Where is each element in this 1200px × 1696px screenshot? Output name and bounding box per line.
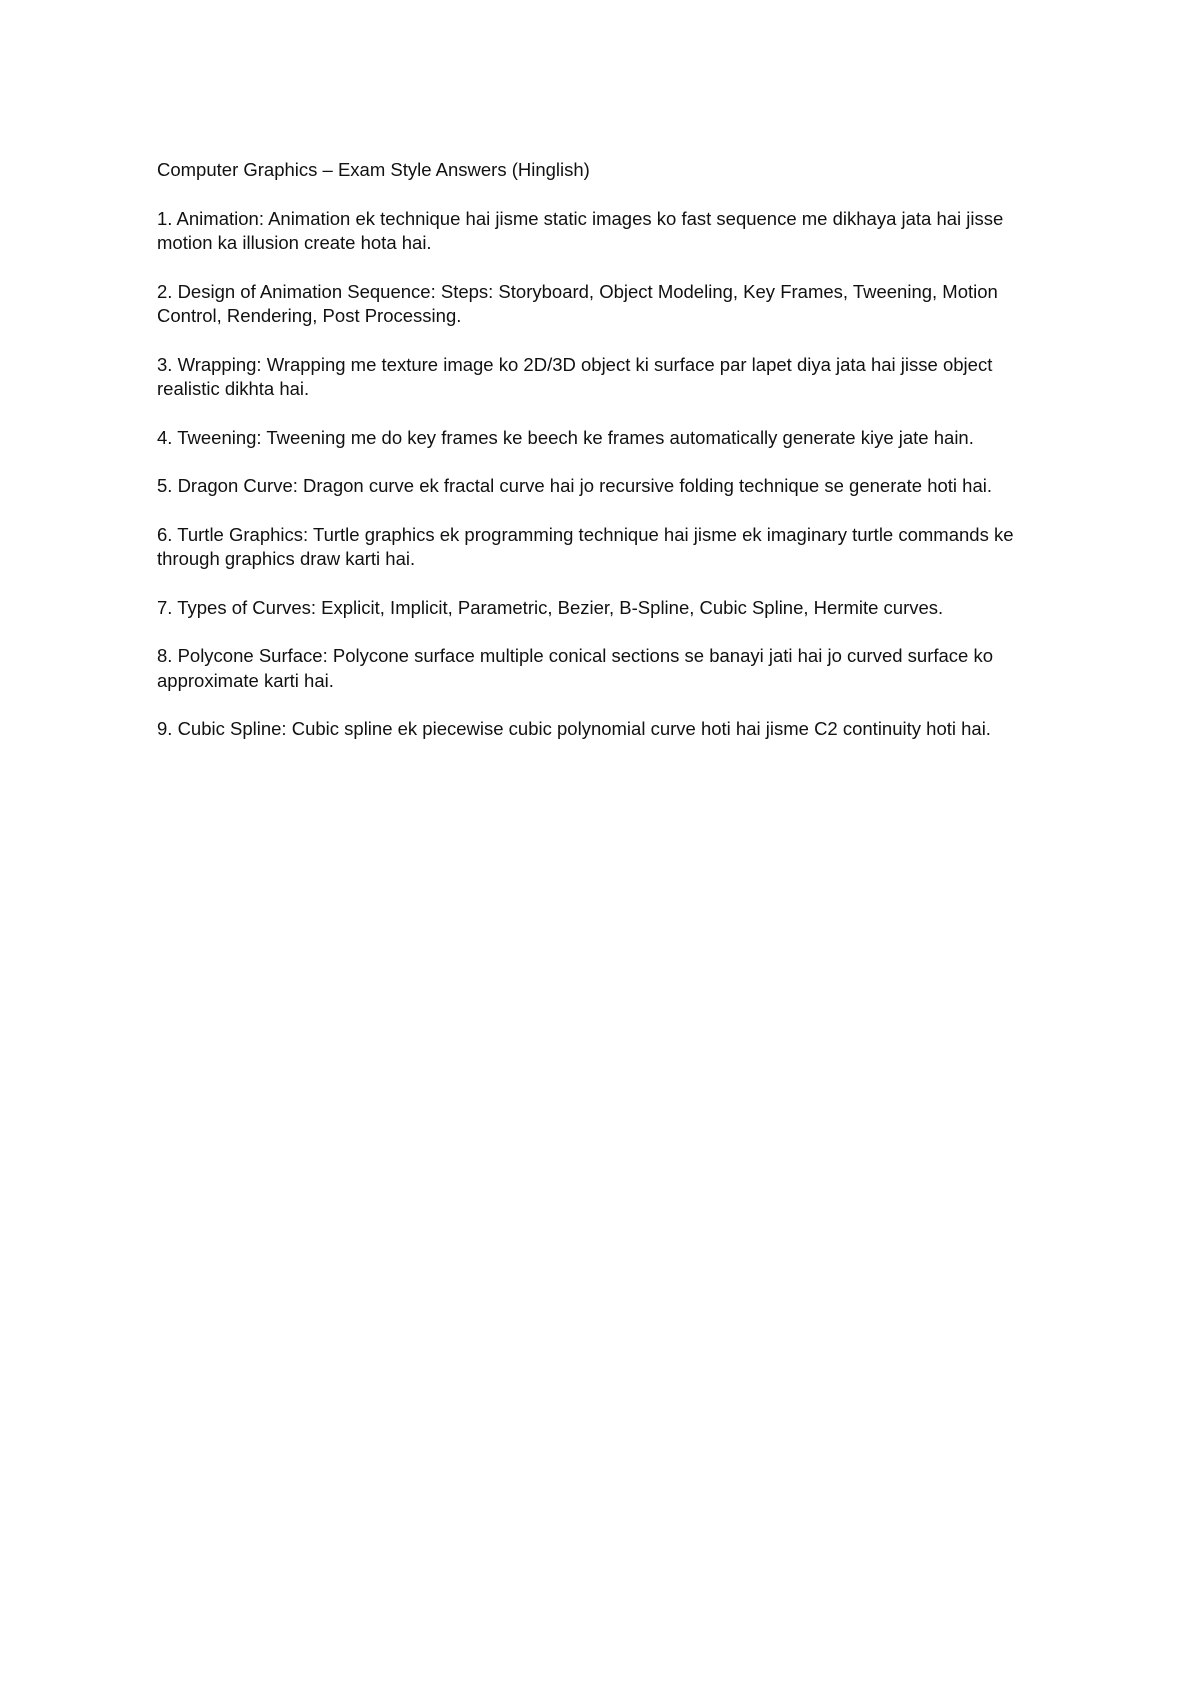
answer-cubic-spline: 9. Cubic Spline: Cubic spline ek piecewise cubic polynomial curve hoti hai jisme C2 continuity hoti hai. <box>157 718 991 739</box>
answer-tweening: 4. Tweening: Tweening me do key frames ke beech ke frames automatically generate kiye jate hain. <box>157 426 974 448</box>
answer-animation: 1. Animation: Animation ek technique hai jisme static images ko fast sequence me dikhaya jata hai jisse motion ka illusion create hota hai. <box>157 207 1004 253</box>
document-title: Computer Graphics – Exam Style Answers (Hinglish) <box>157 159 590 180</box>
answer-dragon-curve: 5. Dragon Curve: Dragon curve ek fractal curve hai jo recursive folding technique se generate hoti hai. <box>157 475 993 496</box>
answer-design-of-animation-sequence: 2. Design of Animation Sequence: Steps: Storyboard, Object Modeling, Key Frames, Tweening, Motion Control, Rendering, Post Processing. <box>157 280 998 326</box>
answer-wrapping: 3. Wrapping: Wrapping me texture image ko 2D/3D object ki surface par lapet diya jata hai jisse object realistic dikhta hai. <box>157 353 993 399</box>
answer-polycone-surface: 8. Polycone Surface: Polycone surface multiple conical sections se banayi jati hai jo curved surface ko approximate karti hai. <box>157 645 994 691</box>
document-body <box>157 158 1057 766</box>
answer-turtle-graphics: 6. Turtle Graphics: Turtle graphics ek programming technique hai jisme ek imaginary turtle commands ke through graphics draw karti hai. <box>157 523 1014 569</box>
answer-types-of-curves: 7. Types of Curves: Explicit, Implicit, Parametric, Bezier, B-Spline, Cubic Spline, Hermite curves. <box>157 596 944 618</box>
